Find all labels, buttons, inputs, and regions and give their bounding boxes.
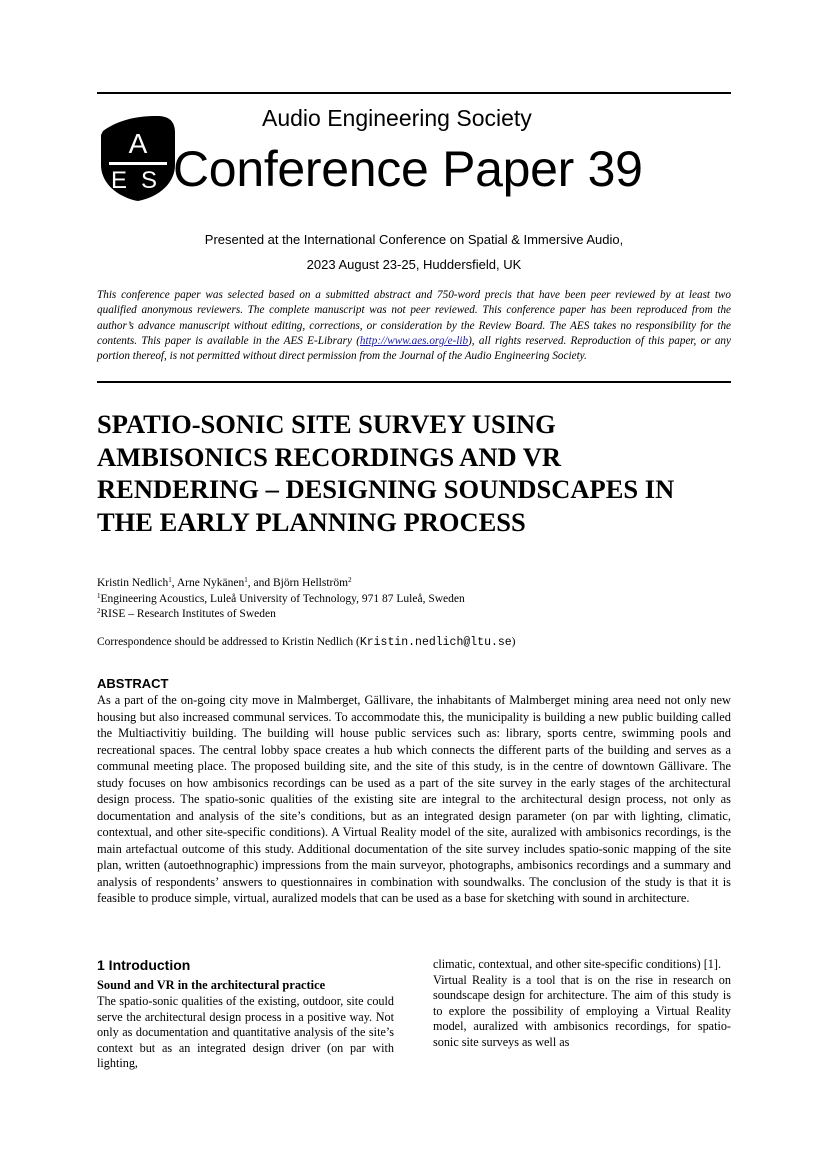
intro-left-column: The spatio-sonic qualities of the existing, outdoor, site could serve the architectural design process in a positive way. Not only as documentation and quantitative analysis of the site’s context but as an integrated design driver (on par with lighting, xyxy=(97,994,394,1071)
logo-letter-e: E xyxy=(110,167,128,194)
title-line: AMBISONICS RECORDINGS AND VR xyxy=(97,441,562,472)
subsection-heading: Sound and VR in the architectural practice xyxy=(97,978,326,992)
affiliation-marker: 2 xyxy=(348,576,352,584)
paragraph: Virtual Reality is a tool that is on the rise in research on soundscape design for architecture. The aim of this study is to explore the possibility of employing a Virtual Reality model, auralized with ambisonics recordings, for spatio-sonic site surveys as well as xyxy=(433,972,731,1049)
disclaimer-text: This conference paper was selected based on a submitted abstract and 750-word precis that have been peer reviewed by at least two qualified anonymous reviewers. The complete manuscript was not peer reviewed. This conference paper has been reproduced from the author’s advance manuscript without editing, corrections, or consideration by the Review Board. The AES takes no responsibility for the contents. This paper is available in the AES E-Library ( xyxy=(97,289,731,347)
logo-letter-s: S xyxy=(140,167,158,194)
author-separator: , xyxy=(171,577,177,589)
title-line: SPATIO-SONIC SITE SURVEY USING xyxy=(97,409,556,439)
correspondence-close: ) xyxy=(511,636,516,648)
paper-title xyxy=(97,408,747,538)
correspondence-text: Correspondence should be addressed to Kristin Nedlich ( xyxy=(97,636,360,648)
affiliation-marker: 1 xyxy=(97,592,101,600)
affiliation-marker: 1 xyxy=(168,576,172,584)
affiliation-marker: 2 xyxy=(97,607,101,615)
correspondence-line xyxy=(97,636,516,649)
section-heading-introduction: 1 Introduction xyxy=(97,957,191,973)
abstract-heading: ABSTRACT xyxy=(97,676,169,691)
title-line: THE EARLY PLANNING PROCESS xyxy=(97,506,526,537)
affiliation-text: Engineering Acoustics, Luleå University of Technology, 971 87 Luleå, Sweden xyxy=(100,593,465,605)
aes-logo xyxy=(99,113,177,203)
conference-paper-label: Conference Paper 39 xyxy=(173,141,643,197)
affiliation-marker: 1 xyxy=(244,576,248,584)
author-separator: , and xyxy=(247,577,273,589)
author-name: Björn Hellström xyxy=(272,577,349,589)
author-list xyxy=(97,577,352,589)
logo-letter-a: A xyxy=(128,128,148,159)
society-name: Audio Engineering Society xyxy=(262,105,532,131)
disclaimer-text-end: ), all rights reserved. Reproduction of this paper, or any portion thereof, is not permitted without direct permission from the Journal of the Audio Engineering Society. xyxy=(97,334,731,363)
conference-date-location: 2023 August 23-25, Huddersfield, UK xyxy=(306,257,522,272)
intro-right-column xyxy=(433,957,731,1051)
paragraph: climatic, contextual, and other site-specific conditions) [1]. xyxy=(433,957,722,971)
presented-at-line: Presented at the International Conference on Spatial & Immersive Audio, xyxy=(204,232,624,247)
author-name: Kristin Nedlich xyxy=(97,577,169,589)
author-name: Arne Nykänen xyxy=(176,577,245,589)
affiliation-2 xyxy=(97,608,276,620)
affiliation-text: RISE – Research Institutes of Sweden xyxy=(100,608,276,620)
header-bottom-rule xyxy=(97,381,731,383)
e-library-link[interactable]: http://www.aes.org/e-lib xyxy=(359,334,469,347)
top-rule xyxy=(97,92,731,94)
peer-review-disclaimer xyxy=(97,288,731,364)
abstract-body: As a part of the on-going city move in Malmberget, Gällivare, the inhabitants of Malmberget mining area need not only new housing but also increased communal services. To accommodate this, the municipality is building a new public building called the Multiactivitiy building. The building will house public services such as: library, sports centre, swimming pools and recreational spaces. The central lobby space creates a hub which connects the different parts of the building and serves as a communal meeting place. The proposed building site, and the site of this study, is in the centre of downtown Gällivare. The study focuses on how ambisonics recordings can be used as a part of the site survey in the early stages of the architectural design process. The spatio-sonic qualities of the existing site are integral to the architectural design process, not only as documentation and analysis of the site’s conditions, but as an integrated design parameter (on par with lighting, climatic, contextual, and other site-specific conditions). A Virtual Reality model of the site, auralized with ambisonics recordings, is the main artefactual outcome of this study. Additional documentation of the site survey includes spatio-sonic mapping of the site plan, written (autoethnographic) impressions from the main surveyor, photographs, ambisonics recordings and a summary and analysis of respondents’ answers to questionnaires in combination with soundwalks. The conclusion of the study is that it is feasible to produce simple, virtual, auralized models that can be used as a base for sketching with sound in architecture. xyxy=(97,693,731,905)
correspondence-email: Kristin.nedlich@ltu.se xyxy=(359,636,512,649)
title-line: RENDERING – DESIGNING SOUNDSCAPES IN xyxy=(97,474,675,504)
affiliation-1 xyxy=(97,593,465,605)
